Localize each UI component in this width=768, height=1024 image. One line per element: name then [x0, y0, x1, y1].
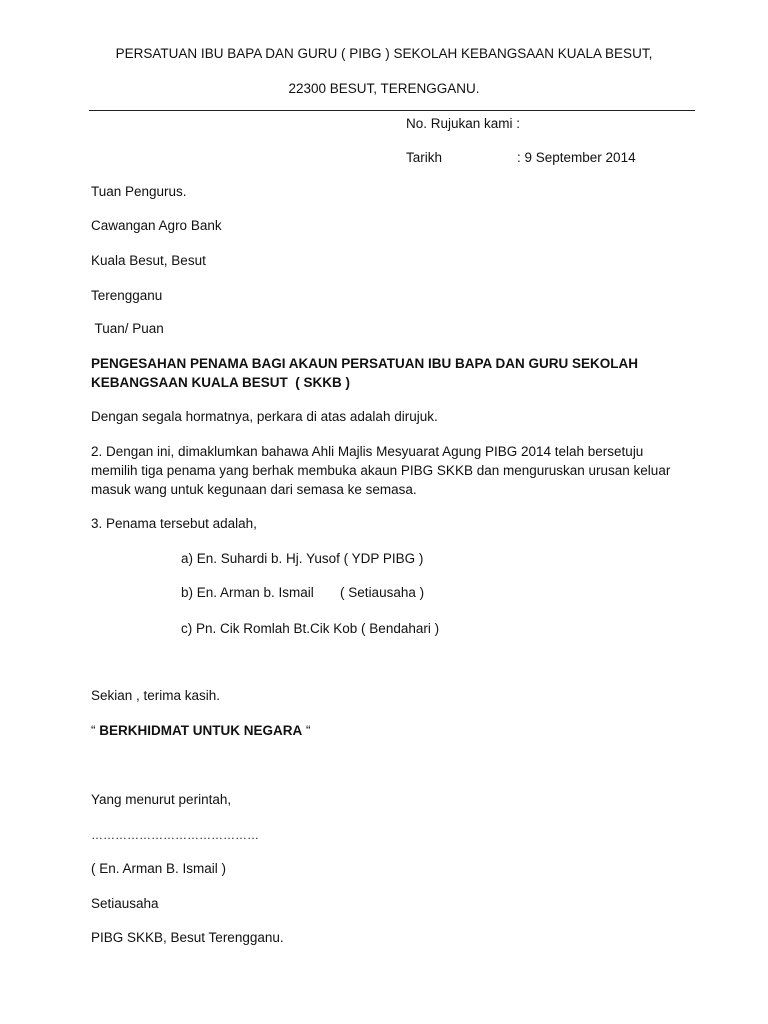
recipient-line2: Cawangan Agro Bank	[91, 218, 222, 233]
date-value: : 9 September 2014	[517, 150, 636, 165]
motto-close-quote: “	[302, 723, 311, 738]
letterhead-line2: 22300 BESUT, TERENGGANU.	[288, 81, 480, 96]
header-divider	[89, 110, 695, 111]
closing-yang-menurut: Yang menurut perintah,	[91, 792, 232, 807]
motto	[91, 722, 311, 740]
signer-title: Setiausaha	[91, 896, 159, 911]
date-label: Tarikh	[406, 150, 443, 165]
motto-text: BERKHIDMAT UNTUK NEGARA	[99, 723, 303, 738]
body-paragraph-2-line1: 2. Dengan ini, dimaklumkan bahawa Ahli Majlis Mesyuarat Agung PIBG 2014 telah bersetuju	[91, 444, 644, 459]
letterhead-line1: PERSATUAN IBU BAPA DAN GURU ( PIBG ) SEKOLAH KEBANGSAAN KUALA BESUT,	[115, 46, 653, 61]
signer-name: ( En. Arman B. Ismail )	[91, 861, 227, 876]
recipient-line4: Terengganu	[91, 288, 163, 303]
subject-line1: PENGESAHAN PENAMA BAGI AKAUN PERSATUAN IBU BAPA DAN GURU SEKOLAH	[91, 356, 639, 371]
recipient-line1: Tuan Pengurus.	[91, 184, 187, 199]
subject-line2: KEBANGSAAN KUALA BESUT ( SKKB )	[91, 375, 350, 390]
closing-thanks: Sekian , terima kasih.	[91, 688, 221, 703]
recipient-line3: Kuala Besut, Besut	[91, 253, 206, 268]
body-paragraph-2-line3: masuk wang untuk kegunaan dari semasa ke semasa.	[91, 482, 417, 497]
nominee-item: b) En. Arman b. Ismail ( Setiausaha )	[181, 585, 425, 600]
nominee-item: a) En. Suhardi b. Hj. Yusof ( YDP PIBG )	[181, 551, 424, 566]
signature-line: ……………………………………	[91, 828, 259, 842]
body-paragraph-1: Dengan segala hormatnya, perkara di atas adalah dirujuk.	[91, 409, 438, 424]
signer-organisation: PIBG SKKB, Besut Terengganu.	[91, 930, 284, 945]
body-paragraph-2-line2: memilih tiga penama yang berhak membuka akaun PIBG SKKB dan menguruskan urusan keluar	[91, 463, 671, 478]
motto-open-quote: “	[91, 723, 100, 738]
body-paragraph-3: 3. Penama tersebut adalah,	[91, 516, 257, 531]
nominee-item: c) Pn. Cik Romlah Bt.Cik Kob ( Bendahari )	[181, 621, 440, 636]
reference-number-label: No. Rujukan kami :	[406, 116, 521, 131]
salutation: Tuan/ Puan	[91, 321, 164, 336]
